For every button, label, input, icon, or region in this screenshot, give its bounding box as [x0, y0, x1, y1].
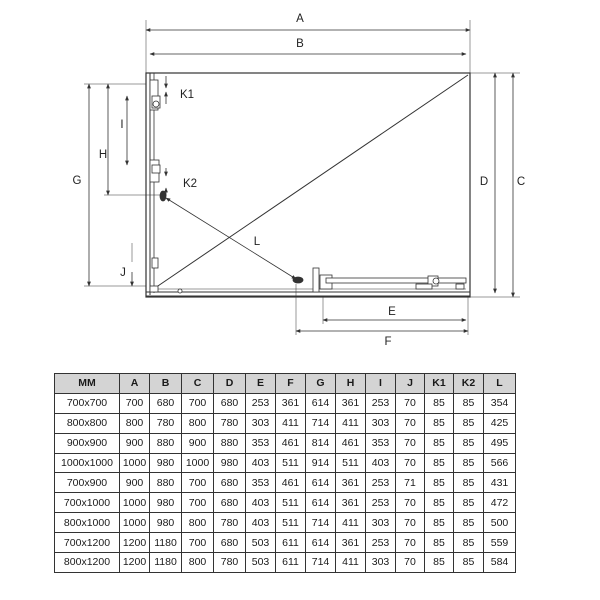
table-header: C: [182, 374, 214, 394]
value-cell: 353: [246, 433, 276, 453]
value-cell: 980: [150, 513, 182, 533]
value-cell: 461: [276, 433, 306, 453]
value-cell: 354: [484, 393, 516, 413]
label-H: H: [98, 149, 108, 161]
value-cell: 1000: [182, 453, 214, 473]
value-cell: 980: [150, 453, 182, 473]
value-cell: 403: [246, 493, 276, 513]
value-cell: 85: [425, 473, 454, 493]
value-cell: 511: [336, 453, 366, 473]
value-cell: 980: [150, 493, 182, 513]
value-cell: 780: [214, 513, 246, 533]
value-cell: 611: [276, 553, 306, 573]
label-K2: K2: [182, 178, 198, 190]
label-E: E: [388, 306, 396, 318]
value-cell: 1180: [150, 533, 182, 553]
value-cell: 800: [182, 513, 214, 533]
label-A: A: [296, 13, 304, 25]
value-cell: 900: [120, 473, 150, 493]
value-cell: 425: [484, 413, 516, 433]
value-cell: 461: [336, 433, 366, 453]
value-cell: 253: [366, 473, 396, 493]
value-cell: 461: [276, 473, 306, 493]
table-row: [55, 453, 516, 473]
label-C: C: [516, 176, 526, 188]
value-cell: 303: [366, 553, 396, 573]
value-cell: 411: [276, 413, 306, 433]
table-header: H: [336, 374, 366, 394]
value-cell: 814: [306, 433, 336, 453]
bottom-wall-fittings: [293, 268, 466, 292]
value-cell: 680: [214, 393, 246, 413]
table-body: [55, 393, 516, 572]
value-cell: 614: [306, 393, 336, 413]
dimension-lines: [84, 20, 520, 335]
size-cell: 800x1200: [55, 553, 120, 573]
value-cell: 614: [306, 533, 336, 553]
value-cell: 253: [366, 493, 396, 513]
table-header: I: [366, 374, 396, 394]
label-K1: K1: [179, 89, 195, 101]
value-cell: 85: [425, 553, 454, 573]
size-cell: 700x900: [55, 473, 120, 493]
value-cell: 85: [454, 493, 484, 513]
value-cell: 800: [182, 413, 214, 433]
table-header: F: [276, 374, 306, 394]
value-cell: 361: [336, 533, 366, 553]
label-B: B: [296, 38, 304, 50]
value-cell: 303: [246, 413, 276, 433]
value-cell: 1000: [120, 453, 150, 473]
table-header: G: [306, 374, 336, 394]
value-cell: 584: [484, 553, 516, 573]
value-cell: 700: [182, 473, 214, 493]
value-cell: 700: [120, 393, 150, 413]
table-header: K2: [454, 374, 484, 394]
value-cell: 503: [246, 533, 276, 553]
value-cell: 700: [182, 393, 214, 413]
size-cell: 700x1000: [55, 493, 120, 513]
value-cell: 85: [454, 533, 484, 553]
table-header: K1: [425, 374, 454, 394]
value-cell: 1180: [150, 553, 182, 573]
value-cell: 880: [150, 473, 182, 493]
table-header: B: [150, 374, 182, 394]
value-cell: 403: [366, 453, 396, 473]
value-cell: 361: [336, 493, 366, 513]
label-J: J: [120, 267, 126, 279]
value-cell: 511: [276, 453, 306, 473]
value-cell: 85: [425, 393, 454, 413]
value-cell: 914: [306, 453, 336, 473]
value-cell: 70: [396, 433, 425, 453]
value-cell: 559: [484, 533, 516, 553]
value-cell: 70: [396, 393, 425, 413]
value-cell: 1200: [120, 533, 150, 553]
table-row: [55, 393, 516, 413]
value-cell: 303: [366, 513, 396, 533]
value-cell: 700: [182, 533, 214, 553]
value-cell: 780: [214, 413, 246, 433]
value-cell: 511: [276, 513, 306, 533]
value-cell: 700: [182, 493, 214, 513]
value-cell: 71: [396, 473, 425, 493]
table-header: L: [484, 374, 516, 394]
value-cell: 1200: [120, 553, 150, 573]
value-cell: 361: [336, 473, 366, 493]
dimensions-table: [54, 373, 516, 573]
size-cell: 800x1000: [55, 513, 120, 533]
table-row: [55, 513, 516, 533]
diagonal-line: [152, 75, 468, 290]
value-cell: 85: [425, 533, 454, 553]
size-cell: 700x1200: [55, 533, 120, 553]
value-cell: 900: [182, 433, 214, 453]
value-cell: 714: [306, 413, 336, 433]
value-cell: 85: [454, 473, 484, 493]
value-cell: 411: [336, 413, 366, 433]
value-cell: 353: [366, 433, 396, 453]
table-row: [55, 553, 516, 573]
value-cell: 500: [484, 513, 516, 533]
size-cell: 1000x1000: [55, 453, 120, 473]
value-cell: 431: [484, 473, 516, 493]
size-cell: 900x900: [55, 433, 120, 453]
value-cell: 714: [306, 553, 336, 573]
value-cell: 472: [484, 493, 516, 513]
table-header-row: [55, 374, 516, 394]
value-cell: 70: [396, 533, 425, 553]
value-cell: 566: [484, 453, 516, 473]
value-cell: 85: [425, 513, 454, 533]
value-cell: 253: [366, 393, 396, 413]
value-cell: 85: [425, 493, 454, 513]
value-cell: 361: [336, 393, 366, 413]
value-cell: 1000: [120, 513, 150, 533]
value-cell: 361: [276, 393, 306, 413]
table-header: D: [214, 374, 246, 394]
table-row: [55, 533, 516, 553]
value-cell: 503: [246, 553, 276, 573]
value-cell: 85: [454, 553, 484, 573]
table-header: A: [120, 374, 150, 394]
value-cell: 680: [150, 393, 182, 413]
value-cell: 85: [425, 453, 454, 473]
left-wall-fittings: [150, 80, 182, 293]
value-cell: 353: [246, 473, 276, 493]
value-cell: 411: [336, 513, 366, 533]
value-cell: 85: [454, 433, 484, 453]
value-cell: 614: [306, 493, 336, 513]
table-header: E: [246, 374, 276, 394]
value-cell: 614: [306, 473, 336, 493]
value-cell: 1000: [120, 493, 150, 513]
value-cell: 70: [396, 493, 425, 513]
label-D: D: [479, 176, 489, 188]
label-G: G: [72, 175, 82, 187]
value-cell: 511: [276, 493, 306, 513]
table-header: MM: [55, 374, 120, 394]
value-cell: 70: [396, 553, 425, 573]
label-F: F: [384, 336, 392, 348]
value-cell: 880: [150, 433, 182, 453]
value-cell: 303: [366, 413, 396, 433]
value-cell: 85: [454, 513, 484, 533]
value-cell: 800: [120, 413, 150, 433]
value-cell: 800: [182, 553, 214, 573]
label-I: I: [120, 119, 124, 131]
value-cell: 253: [246, 393, 276, 413]
value-cell: 85: [454, 413, 484, 433]
value-cell: 495: [484, 433, 516, 453]
size-cell: 700x700: [55, 393, 120, 413]
value-cell: 85: [425, 433, 454, 453]
value-cell: 70: [396, 453, 425, 473]
table-header: J: [396, 374, 425, 394]
value-cell: 980: [214, 453, 246, 473]
value-cell: 880: [214, 433, 246, 453]
label-L: L: [253, 236, 261, 248]
value-cell: 680: [214, 473, 246, 493]
value-cell: 780: [214, 553, 246, 573]
value-cell: 70: [396, 513, 425, 533]
table-row: [55, 493, 516, 513]
value-cell: 411: [336, 553, 366, 573]
value-cell: 70: [396, 413, 425, 433]
value-cell: 85: [454, 393, 484, 413]
value-cell: 680: [214, 533, 246, 553]
value-cell: 403: [246, 453, 276, 473]
value-cell: 611: [276, 533, 306, 553]
size-cell: 800x800: [55, 413, 120, 433]
table-row: [55, 473, 516, 493]
value-cell: 900: [120, 433, 150, 453]
value-cell: 680: [214, 493, 246, 513]
value-cell: 85: [425, 413, 454, 433]
table-row: [55, 413, 516, 433]
value-cell: 780: [150, 413, 182, 433]
value-cell: 253: [366, 533, 396, 553]
table-row: [55, 433, 516, 453]
value-cell: 85: [454, 453, 484, 473]
value-cell: 403: [246, 513, 276, 533]
value-cell: 714: [306, 513, 336, 533]
